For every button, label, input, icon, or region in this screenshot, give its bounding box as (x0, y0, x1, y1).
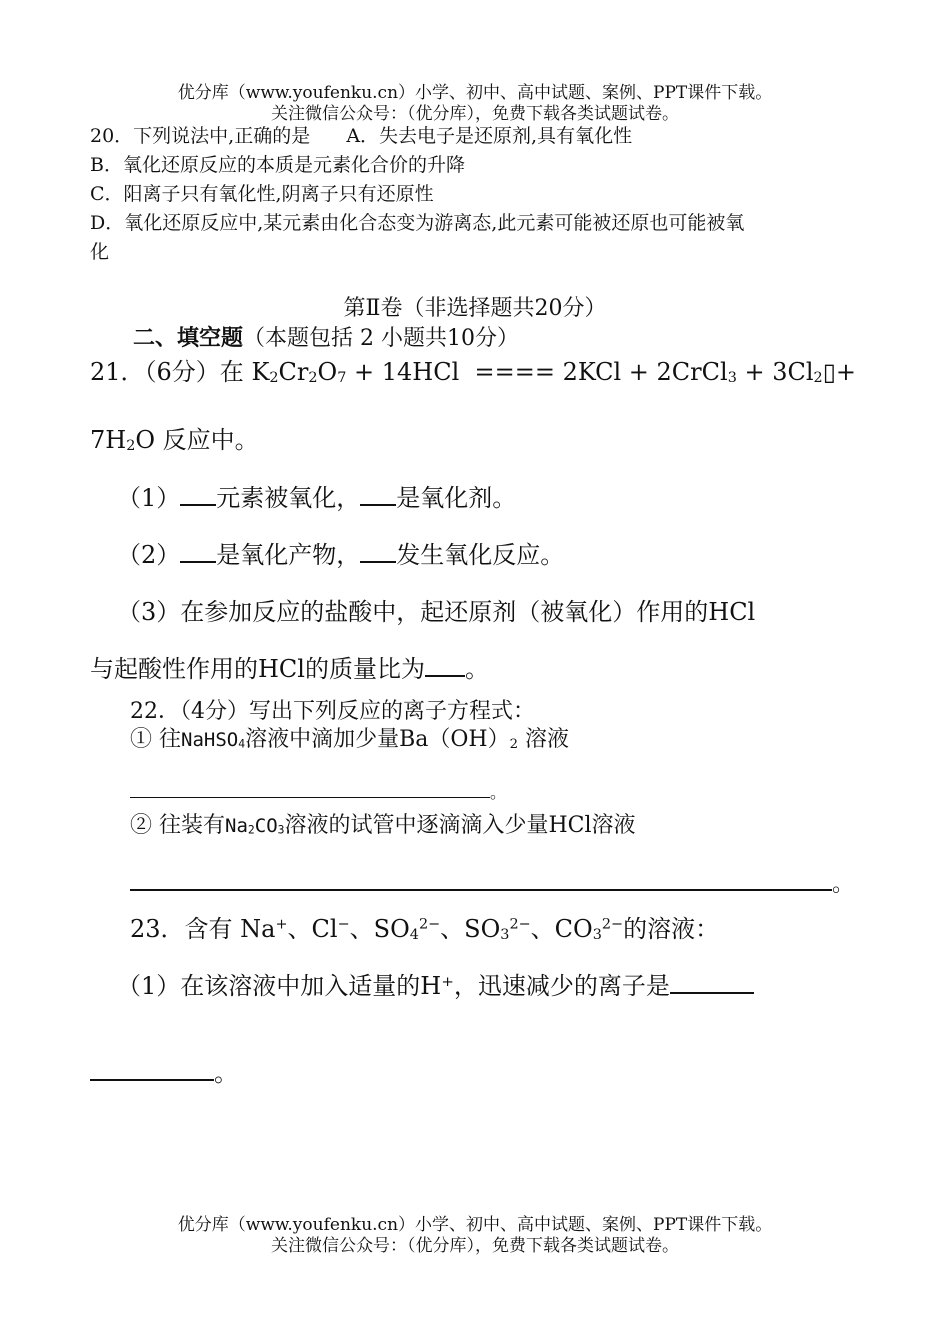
item2-prefix: ② 往装有 (130, 813, 225, 838)
question-22-answer-1 (130, 780, 506, 803)
answer-1-end: 。 (490, 783, 507, 802)
question-22-item-2: ② 往装有$Na_2CO_3$溶液的试管中逐滴滴入少量HCl溶液 (130, 813, 636, 838)
blank-4[interactable] (360, 536, 396, 563)
section-title: 第Ⅱ卷（非选择题共20分） (343, 296, 607, 321)
question-22-answer-2 (130, 866, 854, 898)
question-21-tail-word: 反应中。 (162, 426, 259, 454)
blank-2[interactable] (360, 479, 396, 506)
sub1-number: （1） (117, 484, 181, 512)
blank-6[interactable] (670, 967, 754, 994)
option-d-continued: 化 (90, 241, 110, 263)
question-23-sub1 (117, 966, 754, 1001)
header-line-2: 关注微信公众号：（优分库），免费下载各类试题试卷。 (271, 104, 679, 124)
sub1-text-a: 元素被氧化， (216, 484, 361, 512)
blank-5[interactable] (425, 650, 465, 677)
section-heading-rest: （本题包括 2 小题共10分） (243, 326, 519, 351)
question-21-prefix: 21．（6分）在 (90, 358, 252, 386)
sub3-end: 。 (464, 655, 489, 683)
question-20-stem: 20．下列说法中,正确的是 (90, 125, 311, 147)
section-heading (133, 321, 519, 352)
sub1-text-b: 是氧化剂。 (396, 484, 517, 512)
question-21-sub2 (117, 535, 564, 570)
item1-prefix: ① 往 (130, 727, 181, 752)
question-20-line (90, 121, 632, 148)
sub3-text: 与起酸性作用的HCl的质量比为 (90, 655, 425, 683)
question-21-sub1 (117, 478, 516, 513)
option-d: D．氧化还原反应中,某元素由化合态变为游离态,此元素可能被还原也可能被氧 (90, 212, 745, 234)
q23-sub1-text: （1）在该溶液中加入适量的H⁺，迅速减少的离子是 (117, 972, 670, 1000)
sub2-text-a: 是氧化产物， (216, 541, 361, 569)
question-21-equation: 21．（6分）在 $K_2Cr_2O_7 + 14HCl$ ==== 2KCl + 2CrCl$_3$ + $3Cl_2▯+$ (90, 358, 857, 387)
q23-end: 。 (214, 1059, 238, 1087)
question-21-sub3-line1: （3）在参加反应的盐酸中，起还原剂（被氧化）作用的HCl (117, 598, 756, 626)
item1-suffix: 溶液 (524, 727, 569, 752)
sub2-number: （2） (117, 541, 181, 569)
option-b: B．氧化还原反应的本质是元素化合价的升降 (90, 154, 465, 176)
blank-3[interactable] (180, 536, 216, 563)
option-a: A．失去电子是还原剂,具有氧化性 (346, 125, 633, 147)
blank-7[interactable] (90, 1054, 214, 1081)
q23-prefix: 23．含有 (130, 915, 233, 943)
footer-line-2: 关注微信公众号：（优分库），免费下载各类试题试卷。 (271, 1236, 679, 1256)
answer-line-2[interactable] (130, 866, 832, 891)
item1-mid: 溶液中滴加少量Ba（OH） (245, 727, 510, 752)
question-21-sub3-line2 (90, 649, 489, 684)
blank-1[interactable] (180, 479, 216, 506)
q23-suffix: 的溶液： (623, 915, 720, 943)
question-21-equation-tail: $7H_2O$ 反应中。 (90, 426, 259, 455)
item2-suffix: 溶液的试管中逐滴滴入少量HCl溶液 (284, 813, 636, 838)
answer-line-1[interactable] (130, 780, 490, 798)
question-22-item-1: ① 往NaHSO$_4$溶液中滴加少量$Ba(OH)_2$ 溶液 (130, 727, 569, 752)
section-heading-bold: 二、填空题 (133, 326, 244, 351)
header-line-1: 优分库（www.youfenku.cn）小学、初中、高中试题、案例、PPT课件下载。 (177, 83, 773, 103)
option-c: C．阳离子只有氧化性,阴离子只有还原性 (90, 183, 434, 205)
sub2-text-b: 发生氧化反应。 (396, 541, 565, 569)
question-23-sub1-continued (90, 1053, 238, 1088)
question-22-stem: 22．（4分）写出下列反应的离子方程式： (130, 699, 535, 724)
footer-line-1: 优分库（www.youfenku.cn）小学、初中、高中试题、案例、PPT课件下载。 (177, 1215, 773, 1235)
answer-2-end: 。 (832, 872, 855, 898)
question-23-stem: 23．含有 Na+、Cl−、$SO_4^{2-}$、$SO_3^{2-}$、$CO_3^{2-}$的溶液： (130, 915, 720, 944)
